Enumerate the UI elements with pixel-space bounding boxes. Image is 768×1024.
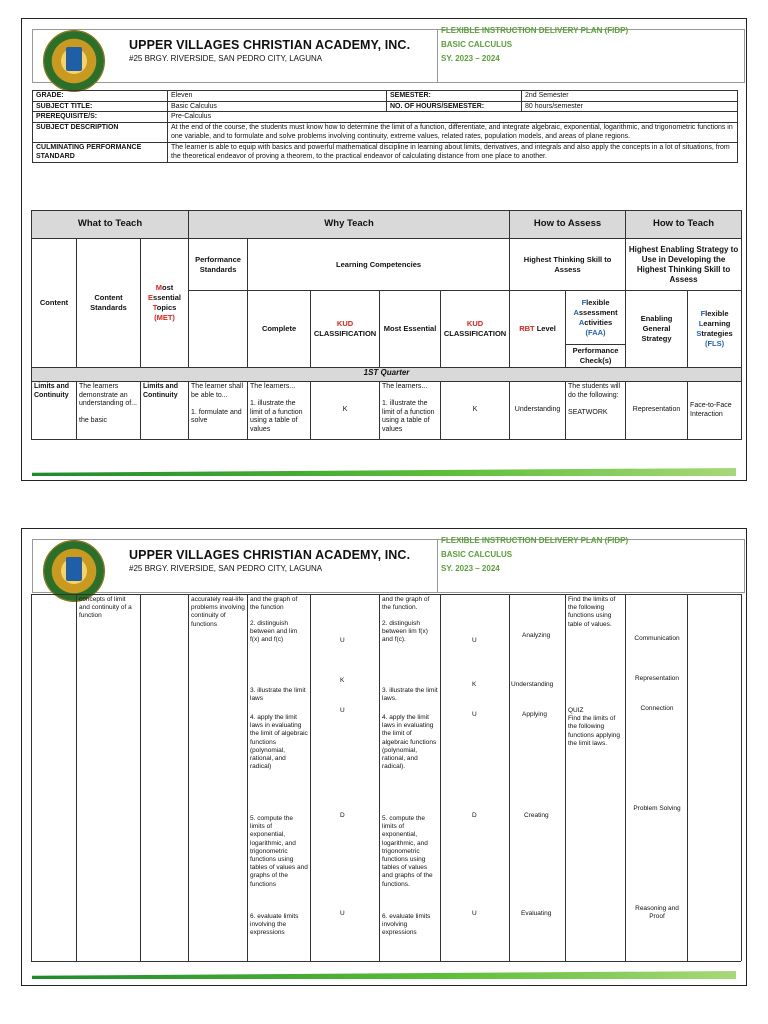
how-to-teach-header: How to Teach: [626, 211, 742, 239]
semester-label: SEMESTER:: [387, 91, 522, 102]
kud-cell-1: K: [311, 382, 380, 440]
rbt-level-cell: Analyzing: [522, 632, 551, 639]
kud-classification-header-1: KUD CLASSIFICATION: [311, 291, 380, 368]
faa-cell: The students will do the following: SEATWORK: [566, 382, 626, 440]
kud-cell-2: U: [472, 637, 477, 644]
complete-header: Complete: [248, 291, 311, 368]
table-row: [32, 382, 742, 440]
grade-value: Eleven: [168, 91, 387, 102]
org-name: UPPER VILLAGES CHRISTIAN ACADEMY, INC.: [129, 38, 411, 52]
faa-header: Flexible Assessment Activities (FAA): [566, 291, 626, 345]
fidp-table: [31, 210, 742, 440]
grade-label: GRADE:: [33, 91, 168, 102]
kud-cell-1: D: [340, 812, 345, 819]
learning-competencies-header: Learning Competencies: [248, 239, 510, 291]
culminating-value: The learner is able to equip with basics and powerful mathematical discipline in learning about limits, derivatives, and integrals and also apply the concepts in a lot of situations, from the theoretical endeavor of proving a theorem, to the practical endeavor of calculating distance from one place to another.: [168, 142, 738, 162]
enabling-strategy-cell: Representation: [634, 675, 680, 682]
rbt-level-cell: Evaluating: [521, 910, 552, 917]
complete-competency-cell: The learners... 1. illustrate the limit of a function using a table of values: [248, 382, 311, 440]
complete-competency-item: 5. compute the limits of exponential, logarithmic, and trigonometric functions using tables of values and graphs of the functions: [250, 815, 308, 888]
content-header: Content: [32, 239, 77, 368]
plan-subject: BASIC CALCULUS: [441, 40, 513, 49]
kud-cell-1: U: [340, 910, 345, 917]
header-right-box: [437, 26, 745, 83]
most-essential-item: 4. apply the limit laws in evaluating the limit of algebraic functions (polynomial, rational, and radical).: [382, 714, 437, 771]
hours-label: NO. OF HOURS/SEMESTER:: [387, 101, 522, 112]
rbt-level-header: RBT Level: [510, 291, 566, 368]
kud-cell-1: U: [340, 637, 345, 644]
page-header: [22, 19, 746, 89]
kud-cell-2: K: [441, 382, 510, 440]
content-cell: Limits and Continuity: [32, 382, 77, 440]
enabling-strategy-cell: Representation: [626, 382, 688, 440]
most-essential-item: 2. distinguish between lim f(x) and f(c).: [382, 620, 428, 644]
complete-competency-item: 4. apply the limit laws in evaluating the limit of algebraic functions (polynomial, rational, and radical): [250, 714, 308, 771]
why-teach-header: Why Teach: [189, 211, 510, 239]
what-to-teach-header: What to Teach: [32, 211, 189, 239]
most-essential-item: 6. evaluate limits involving expressions: [382, 913, 431, 937]
rbt-level-cell: Understanding: [510, 382, 566, 440]
enabling-strategy-cell: Communication: [634, 635, 680, 642]
performance-checks-header: Performance Check(s): [566, 345, 626, 368]
org-address: #25 BRGY. RIVERSIDE, SAN PEDRO CITY, LAGUNA: [129, 54, 323, 63]
header-right-box: [437, 536, 745, 593]
semester-value: 2nd Semester: [522, 91, 738, 102]
org-name: UPPER VILLAGES CHRISTIAN ACADEMY, INC.: [129, 548, 411, 562]
performance-standards-cell: accurately real-life problems involving continuity of functions: [191, 596, 245, 628]
prereq-label: PREREQUISITE/S:: [33, 112, 168, 123]
header-left-box: [32, 29, 438, 83]
plan-subject: BASIC CALCULUS: [441, 550, 513, 559]
complete-competency-item: 3. illustrate the limit laws: [250, 687, 306, 703]
faa-cell: QUIZ Find the limits of the following functions applying the limit laws.: [568, 707, 621, 747]
fls-cell: Face-to-Face Interaction: [688, 382, 742, 440]
most-essential-header: Most Essential: [380, 291, 441, 368]
most-essential-item: and the graph of the function.: [382, 596, 430, 612]
kud-cell-2: U: [472, 910, 477, 917]
header-left-box: [32, 539, 438, 593]
faa-cell: Find the limits of the following functions using table of values.: [568, 596, 616, 628]
performance-standards-subcell: [189, 291, 248, 368]
most-essential-item: 5. compute the limits of exponential, logarithmic, and trigonometric functions using tables of values and graphs of the functions.: [382, 815, 433, 888]
description-label: SUBJECT DESCRIPTION: [33, 122, 168, 142]
kud-cell-2: U: [472, 711, 477, 718]
kud-cell-2: K: [472, 681, 477, 688]
page-header: [22, 529, 746, 599]
performance-standards-cell: The learner shall be able to... 1. formulate and solve: [189, 382, 248, 440]
complete-competency-item: and the graph of the function: [250, 596, 298, 612]
document-page-1: [21, 18, 747, 481]
school-seal-icon: [43, 30, 105, 92]
met-cell: Limits and Continuity: [141, 382, 189, 440]
subject-title-label: SUBJECT TITLE:: [33, 101, 168, 112]
content-standards-cell: concepts of limit and continuity of a function: [79, 596, 132, 620]
enabling-strategy-cell: Problem Solving: [633, 805, 681, 812]
most-essential-item: 3. illustrate the limit laws.: [382, 687, 438, 703]
content-standards-header: Content Standards: [77, 239, 141, 368]
rbt-level-cell: Applying: [522, 711, 547, 718]
performance-standards-header: Performance Standards: [189, 239, 248, 291]
fls-header: Flexible Learning Strategies (FLS): [688, 291, 742, 368]
kud-cell-2: D: [472, 812, 477, 819]
plan-title: FLEXIBLE INSTRUCTION DELIVERY PLAN (FIDP): [441, 26, 629, 35]
document-page-2: [21, 528, 747, 986]
kud-cell-1: U: [340, 707, 345, 714]
culminating-label: CULMINATING PERFORMANCE STANDARD: [33, 142, 168, 162]
complete-competency-item: 2. distinguish between and lim f(x) and f(c): [250, 620, 298, 644]
kud-cell-1: K: [340, 677, 345, 684]
met-header: Most Essential Topics (MET): [141, 239, 189, 368]
most-essential-competency-cell: The learners... 1. illustrate the limit of a function using a table of values: [380, 382, 441, 440]
org-address: #25 BRGY. RIVERSIDE, SAN PEDRO CITY, LAGUNA: [129, 564, 323, 573]
school-seal-icon: [43, 540, 105, 602]
hours-value: 80 hours/semester: [522, 101, 738, 112]
content-standards-cell: The learners demonstrate an understanding of... the basic: [77, 382, 141, 440]
highest-thinking-skill-header: Highest Thinking Skill to Assess: [510, 239, 626, 291]
plan-school-year: SY. 2023 – 2024: [441, 54, 500, 63]
enabling-strategy-cell: Reasoning and Proof: [635, 905, 679, 921]
footer-green-bar: [32, 468, 736, 476]
rbt-level-cell: Understanding: [511, 681, 554, 688]
plan-school-year: SY. 2023 – 2024: [441, 564, 500, 573]
plan-title: FLEXIBLE INSTRUCTION DELIVERY PLAN (FIDP): [441, 536, 629, 545]
footer-green-bar: [32, 971, 736, 979]
how-to-assess-header: How to Assess: [510, 211, 626, 239]
rbt-level-cell: Creating: [524, 812, 549, 819]
subject-info-table: [32, 90, 738, 163]
kud-classification-header-2: KUD CLASSIFICATION: [441, 291, 510, 368]
enabling-general-strategy-header: Enabling General Strategy: [626, 291, 688, 368]
prereq-value: Pre-Calculus: [168, 112, 738, 123]
subject-title-value: Basic Calculus: [168, 101, 387, 112]
complete-competency-item: 6. evaluate limits involving the expressions: [250, 913, 299, 937]
description-value: At the end of the course, the students must know how to determine the limit of a function, differentiate, and integrate algebraic, exponential, logarithmic, and trigonometric functions in one variable, and to formulate and solve problems involving continuity, extreme values, related rates, population models, and areas of plane regions.: [168, 122, 738, 142]
quarter-label: 1ST Quarter: [32, 368, 742, 382]
highest-enabling-strategy-header: Highest Enabling Strategy to Use in Developing the Highest Thinking Skill to Assess: [626, 239, 742, 291]
enabling-strategy-cell: Connection: [640, 705, 674, 712]
